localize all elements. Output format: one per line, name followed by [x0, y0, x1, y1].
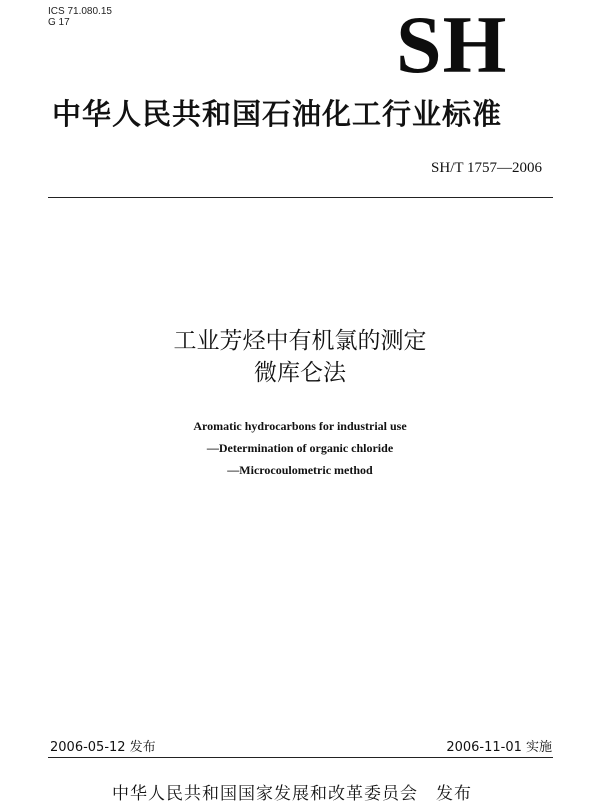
standard-number: SH/T 1757—2006: [431, 160, 542, 176]
issue-date: 2006-05-12 发布: [50, 740, 156, 755]
classification-codes: [48, 6, 112, 28]
document-title-chinese: [0, 325, 600, 389]
title-cn-line-1: 工业芳烃中有机氯的测定: [173, 328, 427, 354]
ccs-code: G 17: [48, 17, 70, 28]
bottom-divider: [48, 757, 553, 758]
title-en-line-1: Aromatic hydrocarbons for industrial use: [193, 419, 407, 433]
standard-category-title: 中华人民共和国石油化工行业标准: [52, 97, 503, 131]
title-cn-line-2: 微库仑法: [254, 360, 346, 386]
document-title-english: [0, 415, 600, 481]
ics-code: ICS 71.080.15: [48, 6, 112, 17]
sh-logo: SH: [396, 0, 508, 90]
title-en-line-3: —Microcoulometric method: [227, 463, 373, 477]
top-divider: [48, 197, 553, 198]
issuing-authority: 中华人民共和国国家发展和改革委员会 发布: [112, 784, 472, 804]
implementation-date: 2006-11-01 实施: [446, 740, 552, 755]
title-en-line-2: —Determination of organic chloride: [206, 441, 394, 455]
